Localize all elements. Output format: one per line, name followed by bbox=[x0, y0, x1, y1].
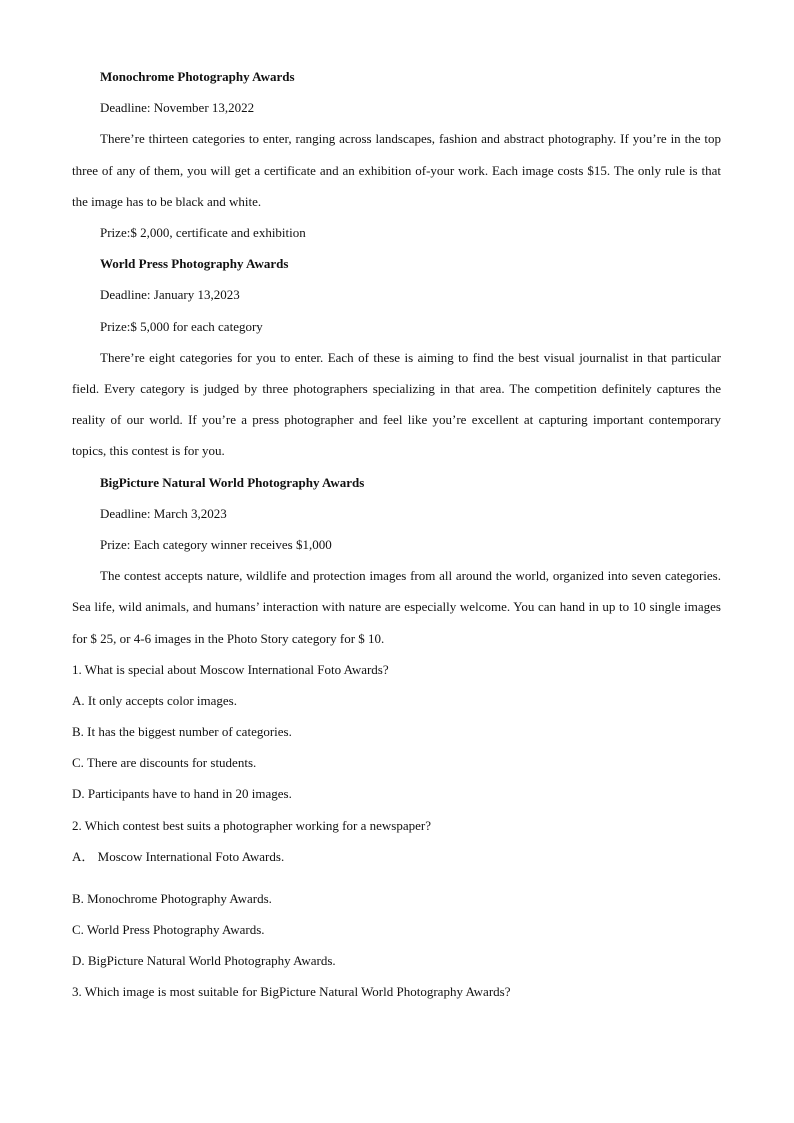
question-3-stem: 3. Which image is most suitable for BigPicture Natural World Photography Awards? bbox=[72, 984, 511, 1000]
question-2-option-d: D. BigPicture Natural World Photography Awards. bbox=[72, 953, 336, 969]
document-content bbox=[72, 61, 721, 1008]
question-2-stem: 2. Which contest best suits a photographer working for a newspaper? bbox=[72, 817, 431, 833]
section-deadline-world-press: Deadline: January 13,2023 bbox=[100, 287, 240, 303]
section-title-world-press: World Press Photography Awards bbox=[100, 256, 289, 272]
question-1-option-b: B. It has the biggest number of categories. bbox=[72, 724, 292, 740]
section-prize-world-press: Prize:$ 5,000 for each category bbox=[100, 318, 263, 334]
question-1-option-c: C. There are discounts for students. bbox=[72, 755, 257, 771]
question-1-option-a: A. It only accepts color images. bbox=[72, 692, 237, 708]
question-2-option-c: C. World Press Photography Awards. bbox=[72, 922, 265, 938]
section-deadline-monochrome: Deadline: November 13,2022 bbox=[100, 100, 255, 116]
section-prize-bigpicture: Prize: Each category winner receives $1,000 bbox=[100, 536, 332, 552]
question-2-option-b: B. Monochrome Photography Awards. bbox=[72, 890, 272, 906]
section-description-bigpicture: The contest accepts nature, wildlife and protection images from all around the world, organized into seven categories. Sea life, wild animals, and humans’ interaction with nature are especially welcome. You can hand in up to 10 single images for $ 25, or 4-6 images in the Photo Story category for $ 10. bbox=[72, 568, 721, 646]
section-description-world-press: There’re eight categories for you to enter. Each of these is aiming to find the best visual journalist in that particular field. Every category is judged by three photographers specializing in that area. The competition definitely captures the reality of our world. If you’re a press photographer and feel like you’re excellent at capturing important contemporary topics, this contest is for you. bbox=[72, 349, 721, 459]
question-1-option-d: D. Participants have to hand in 20 images. bbox=[72, 786, 292, 802]
section-prize-monochrome: Prize:$ 2,000, certificate and exhibition bbox=[100, 224, 306, 240]
section-title-bigpicture: BigPicture Natural World Photography Awards bbox=[100, 474, 365, 490]
question-1-stem: 1. What is special about Moscow International Foto Awards? bbox=[72, 661, 389, 677]
section-description-monochrome: There’re thirteen categories to enter, ranging across landscapes, fashion and abstract photography. If you’re in the top three of any of them, you will get a certificate and an exhibition of-your work. Each image costs $15. The only rule is that the image has to be black and white. bbox=[72, 131, 721, 209]
section-title-monochrome: Monochrome Photography Awards bbox=[100, 69, 295, 84]
question-2-option-a: A． Moscow International Foto Awards. bbox=[72, 848, 285, 864]
section-deadline-bigpicture: Deadline: March 3,2023 bbox=[100, 505, 227, 521]
